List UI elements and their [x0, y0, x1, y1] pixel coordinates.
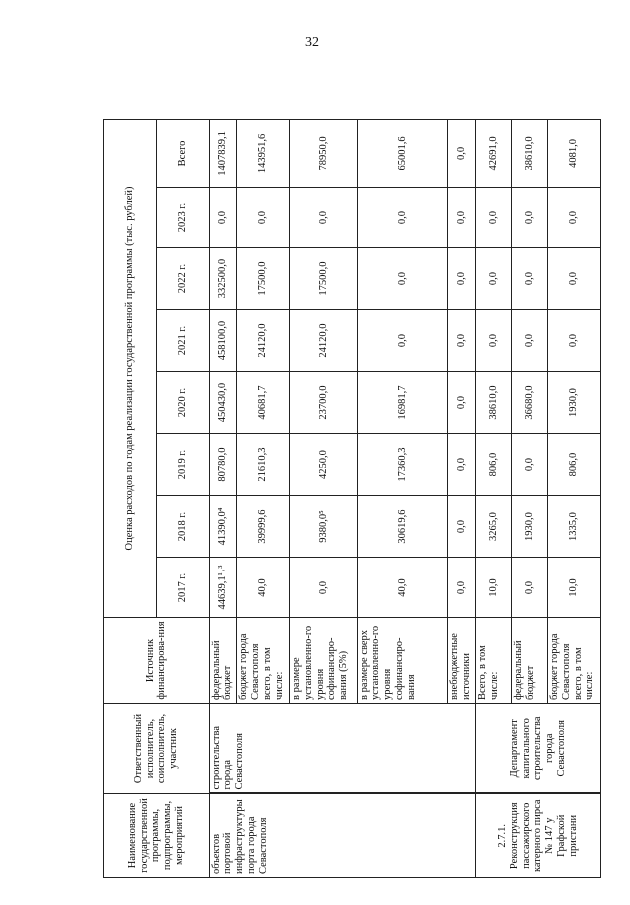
- cell-value: 1335,0: [548, 496, 601, 558]
- header-year: 2021 г.: [156, 310, 209, 372]
- cell-value: 450430,0: [209, 372, 237, 434]
- cell-value: 0,0: [448, 188, 476, 248]
- cell-value: 42691,0: [476, 119, 512, 187]
- cell-value: 80780,0: [209, 434, 237, 496]
- cell-value: 143951,6: [237, 119, 290, 187]
- cell-value: 0,0: [290, 558, 358, 618]
- cell-value: 21610,3: [237, 434, 290, 496]
- cell-value: 0,0: [512, 248, 548, 310]
- cell-value: 0,0: [512, 434, 548, 496]
- cell-value: 17500,0: [290, 248, 358, 310]
- cell-value: 0,0: [548, 310, 601, 372]
- cell-value: 10,0: [548, 558, 601, 618]
- cell-value: 23700,0: [290, 372, 358, 434]
- header-year: 2020 г.: [156, 372, 209, 434]
- row-source: бюджет города Севастополя всего, в том числе:: [237, 618, 290, 704]
- cell-value: 332500,0: [209, 248, 237, 310]
- row-name: 2.7.1. Реконструкция пассажирского катерного пирса № 147 у Графской пристани: [476, 794, 601, 878]
- cell-value: 0,0: [476, 188, 512, 248]
- cell-value: 0,0: [448, 248, 476, 310]
- row-executor: строительства города Севастополя: [209, 704, 476, 794]
- cell-value: 1930,0: [512, 496, 548, 558]
- cell-value: 0,0: [512, 558, 548, 618]
- cell-value: 40,0: [237, 558, 290, 618]
- cell-value: 38610,0: [476, 372, 512, 434]
- cell-value: 806,0: [548, 434, 601, 496]
- cell-value: 0,0: [357, 310, 448, 372]
- cell-value: 0,0: [512, 188, 548, 248]
- cell-value: 44639,1¹˒³: [209, 558, 237, 618]
- header-year: 2019 г.: [156, 434, 209, 496]
- cell-value: 0,0: [476, 248, 512, 310]
- cell-value: 17500,0: [237, 248, 290, 310]
- cell-value: 4250,0: [290, 434, 358, 496]
- cell-value: 3265,0: [476, 496, 512, 558]
- cell-value: 458100,0: [209, 310, 237, 372]
- cell-value: 0,0: [209, 188, 237, 248]
- header-year: 2017 г.: [156, 558, 209, 618]
- cell-value: 78950,0: [290, 119, 358, 187]
- cell-value: 41390,0⁴: [209, 496, 237, 558]
- cell-value: 0,0: [476, 310, 512, 372]
- cell-value: 36680,0: [512, 372, 548, 434]
- cell-value: 0,0: [448, 558, 476, 618]
- row-source: федеральный бюджет: [512, 618, 548, 704]
- cell-value: 0,0: [448, 310, 476, 372]
- cell-value: 0,0: [548, 188, 601, 248]
- row-source: бюджет города Севастополя всего, в том числе:: [548, 618, 601, 704]
- cell-value: 65001,6: [357, 119, 448, 187]
- cell-value: 0,0: [448, 434, 476, 496]
- table-row: [476, 119, 512, 877]
- budget-table: [103, 119, 601, 878]
- cell-value: 24120,0: [237, 310, 290, 372]
- cell-value: 16981,7: [357, 372, 448, 434]
- table-row: [209, 119, 237, 877]
- header-executor: Ответственный исполнитель, соисполнитель, участник: [104, 704, 210, 794]
- cell-value: 0,0: [448, 496, 476, 558]
- cell-value: 1407839,1: [209, 119, 237, 187]
- page-number: 32: [305, 35, 319, 50]
- header-year: 2018 г.: [156, 496, 209, 558]
- cell-value: 38610,0: [512, 119, 548, 187]
- cell-value: 0,0: [512, 310, 548, 372]
- cell-value: 806,0: [476, 434, 512, 496]
- cell-value: 9380,0⁵: [290, 496, 358, 558]
- cell-value: 0,0: [448, 372, 476, 434]
- cell-value: 30619,6: [357, 496, 448, 558]
- cell-value: 0,0: [357, 248, 448, 310]
- header-year: 2022 г.: [156, 248, 209, 310]
- cell-value: 17360,3: [357, 434, 448, 496]
- cell-value: 10,0: [476, 558, 512, 618]
- header-name: Наименование государственной программы, подпрограммы, мероприятий: [104, 794, 210, 878]
- row-source: федеральный бюджет: [209, 618, 237, 704]
- header-year: 2023 г.: [156, 188, 209, 248]
- row-name: объектов портовой инфраструктуры порта города Севастополя: [209, 794, 476, 878]
- cell-value: 39999,6: [237, 496, 290, 558]
- row-source: Всего, в том числе:: [476, 618, 512, 704]
- rotated-table-container: [103, 120, 601, 878]
- row-source: в размере установленно-го уровня софинансиро-вания (5%): [290, 618, 358, 704]
- header-estimate: Оценка расходов по годам реализации государственной программы (тыс. рублей): [104, 119, 157, 617]
- cell-value: 4081,0: [548, 119, 601, 187]
- cell-value: 24120,0: [290, 310, 358, 372]
- row-source: внебюджетные источники: [448, 618, 476, 704]
- header-total: Всего: [156, 119, 209, 187]
- cell-value: 40681,7: [237, 372, 290, 434]
- row-source: в размере сверх установленно-го уровня софинансиро-вания: [357, 618, 448, 704]
- row-executor: Департамент капитального строительства города Севастополя: [476, 704, 601, 794]
- cell-value: 0,0: [290, 188, 358, 248]
- cell-value: 0,0: [548, 248, 601, 310]
- cell-value: 0,0: [357, 188, 448, 248]
- cell-value: 40,0: [357, 558, 448, 618]
- cell-value: 1930,0: [548, 372, 601, 434]
- header-source: Источник финансирова-ния: [104, 618, 210, 704]
- cell-value: 0,0: [237, 188, 290, 248]
- cell-value: 0,0: [448, 119, 476, 187]
